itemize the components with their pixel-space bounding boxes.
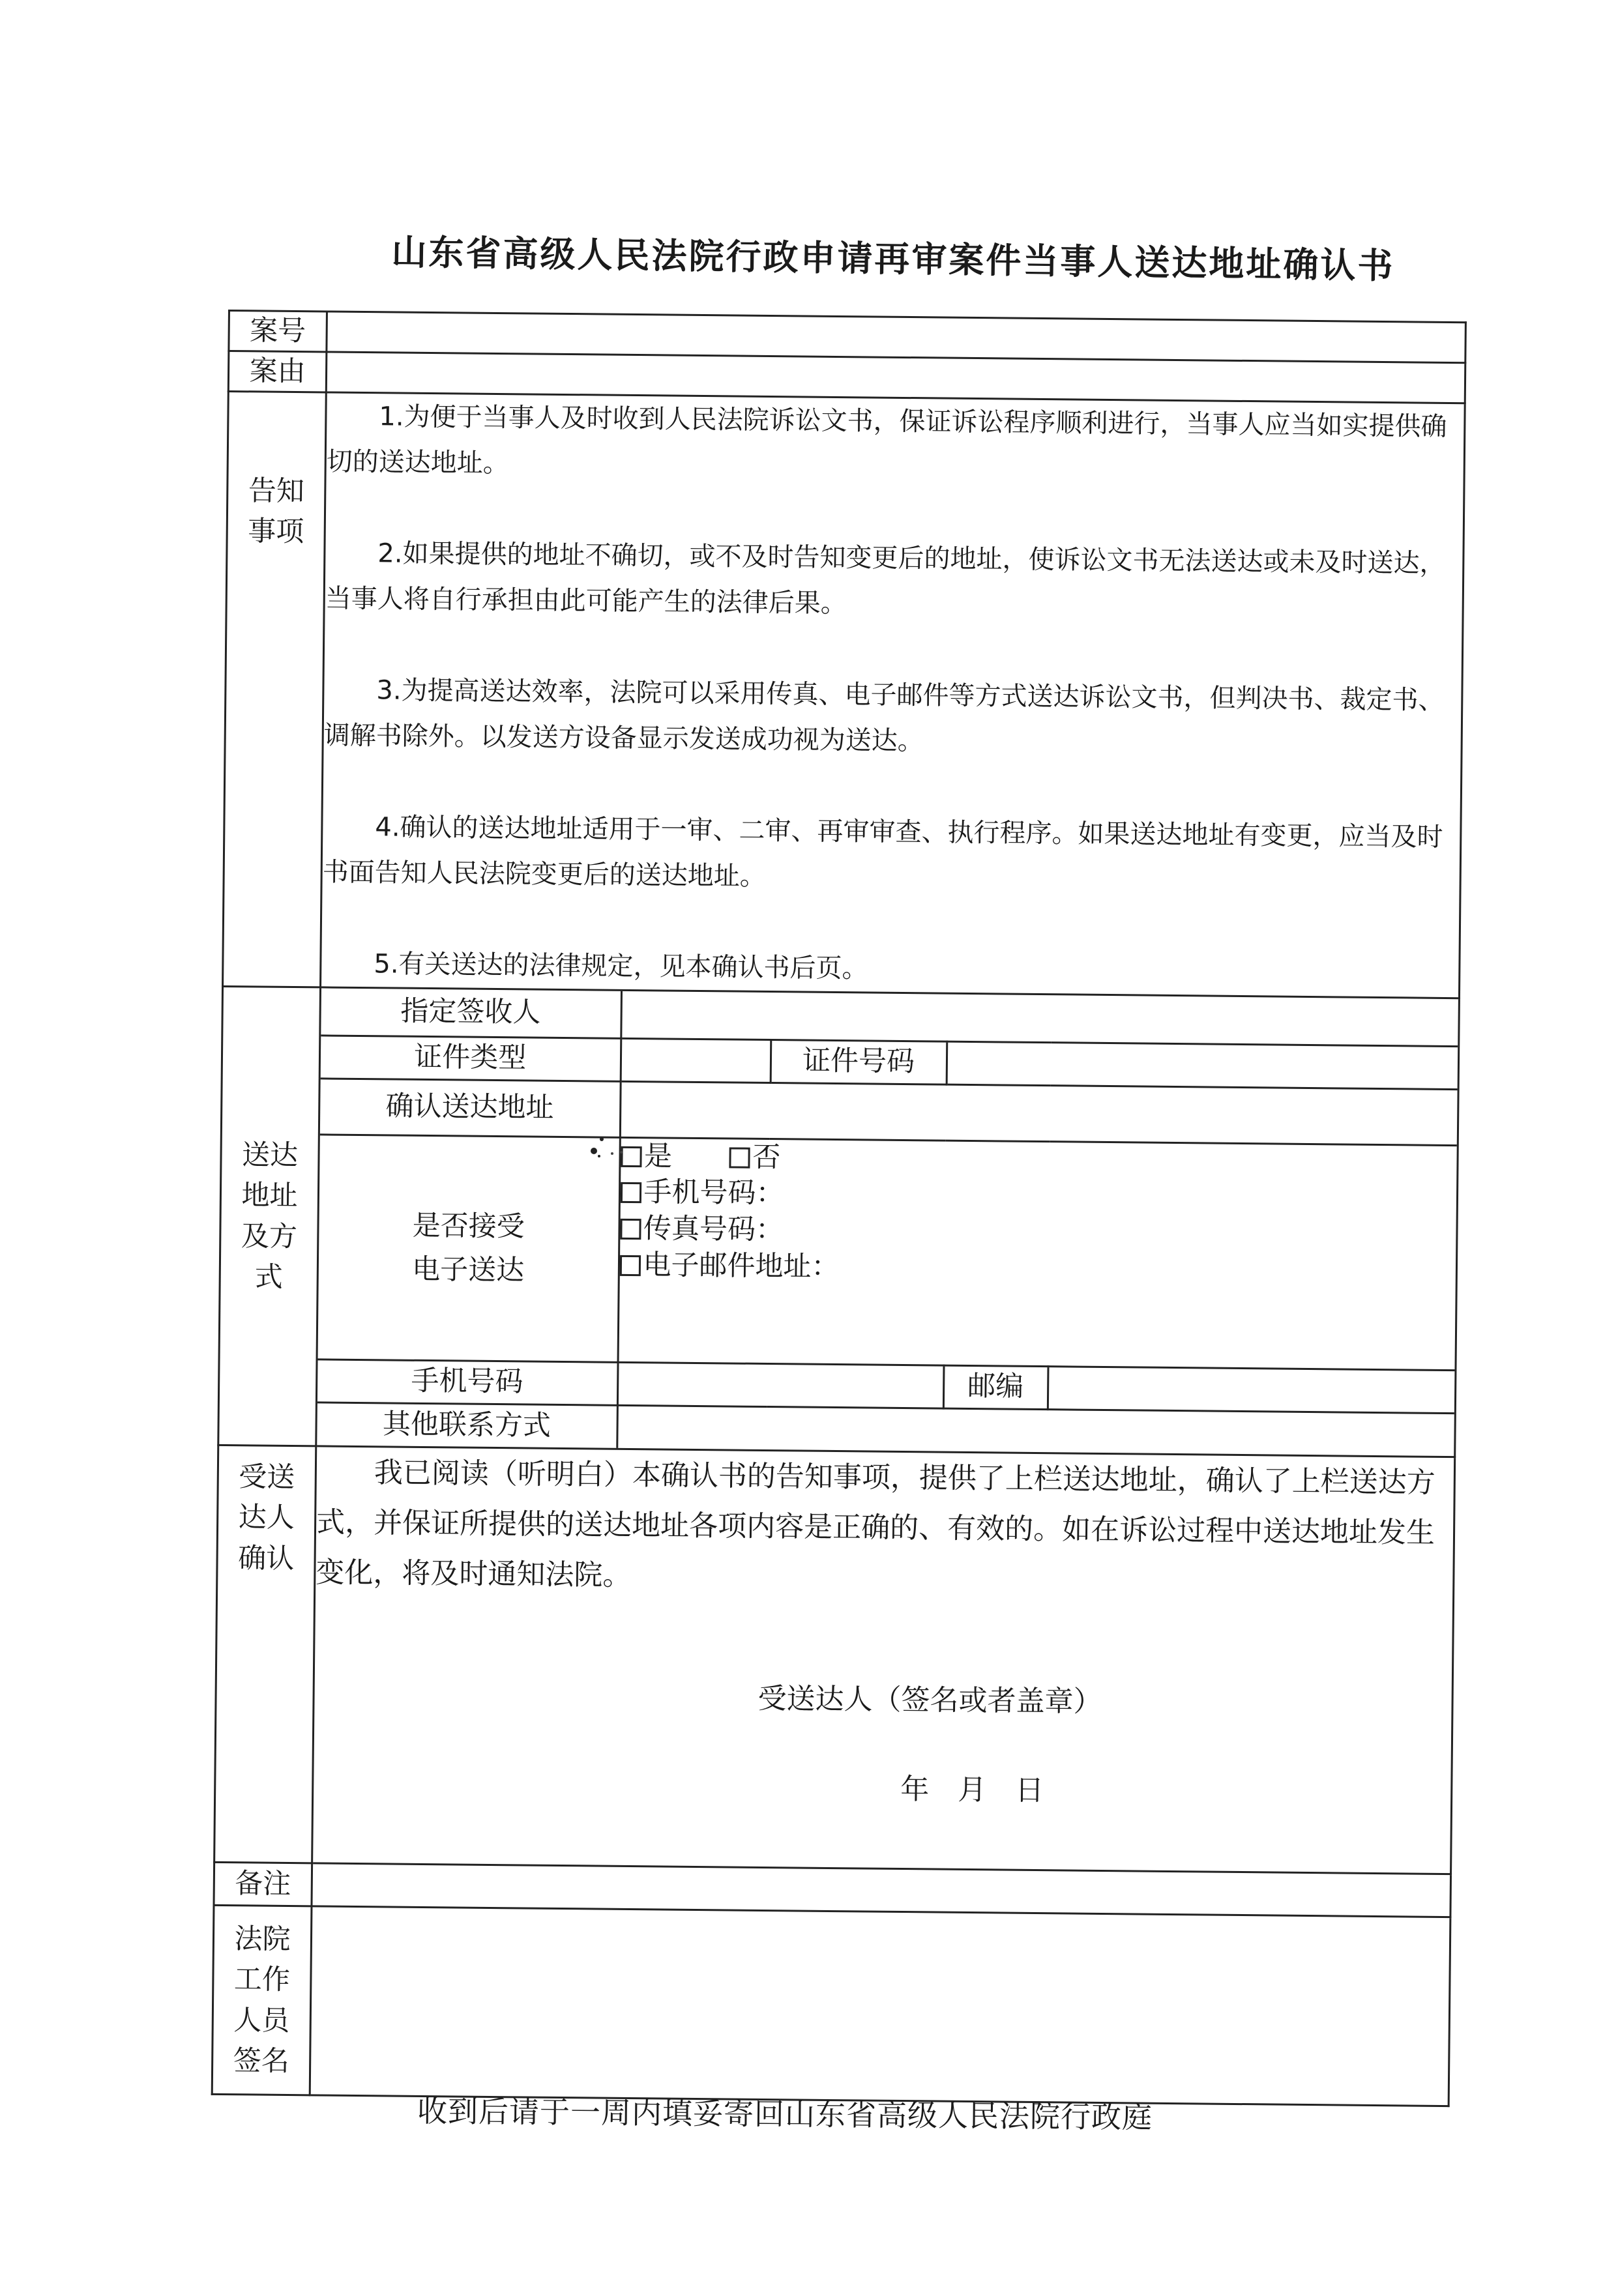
postcode-field[interactable] — [1048, 1366, 1455, 1413]
other-contact-field[interactable] — [617, 1405, 1454, 1456]
notice-label-line: 告知 — [248, 474, 305, 508]
confirm-address-label: 确认送达地址 — [320, 1078, 621, 1137]
recipient-label-line: 受送 — [239, 1460, 295, 1494]
fax-option-checkbox[interactable] — [620, 1219, 641, 1240]
no-label: 否 — [752, 1141, 781, 1174]
id-number-field[interactable] — [947, 1041, 1458, 1090]
designated-recipient-label: 指定签收人 — [321, 988, 621, 1038]
electronic-service-options — [618, 1137, 1457, 1370]
form-sheet — [211, 310, 1467, 2120]
ink-smudge — [589, 1134, 626, 1160]
court-staff-label-line: 人员 — [233, 2003, 290, 2037]
address-label-line: 送达 — [241, 1139, 299, 1172]
court-staff-label — [212, 1905, 312, 2095]
case-cause-label: 案由 — [228, 351, 327, 392]
electronic-label-line: 是否接受 — [412, 1209, 525, 1243]
signature-line[interactable]: 受送达人（签名或者盖章） — [758, 1681, 1102, 1719]
address-section-label — [218, 986, 321, 1446]
other-contact-label: 其他联系方式 — [317, 1402, 617, 1447]
electronic-service-label — [318, 1134, 620, 1361]
address-table — [317, 988, 1458, 1456]
email-option-row — [619, 1247, 1456, 1292]
address-label-line: 地址 — [241, 1179, 298, 1213]
notice-item: 5.有关送达的法律规定，见本确认书后页。 — [374, 949, 868, 984]
notice-items — [321, 392, 1465, 998]
mobile-option-label: 手机号码： — [643, 1176, 784, 1210]
mobile-option-checkbox[interactable] — [620, 1182, 641, 1203]
email-option-label: 电子邮件地址： — [643, 1249, 840, 1284]
postcode-label: 邮编 — [943, 1365, 1048, 1410]
recipient-label-line: 确认 — [237, 1541, 295, 1575]
court-staff-signature-field[interactable] — [310, 1906, 1450, 2106]
notice-label — [223, 392, 327, 987]
address-label-line: 及方 — [241, 1219, 298, 1253]
electronic-label-line: 电子送达 — [411, 1253, 525, 1286]
court-staff-label-line: 工作 — [233, 1963, 291, 1997]
court-staff-label-line: 签名 — [233, 2044, 289, 2078]
notice-item: 3.为提高送达效率，法院可以采用传真、电子邮件等方式送达诉讼文书，但判决书、裁定书、调解书除外。以发送方设备显示发送成功视为送达。 — [323, 675, 1445, 757]
date-line[interactable]: 年 月 日 — [900, 1773, 1044, 1808]
recipient-label-line: 达人 — [238, 1501, 295, 1535]
address-section — [316, 987, 1460, 1457]
court-staff-label-line: 法院 — [234, 1923, 291, 1956]
id-type-field[interactable] — [621, 1038, 771, 1083]
case-number-label: 案号 — [229, 311, 327, 352]
confirm-address-field[interactable] — [620, 1081, 1458, 1145]
recipient-confirmation — [312, 1446, 1455, 1874]
notice-label-line: 事项 — [247, 515, 304, 549]
mobile-field[interactable] — [617, 1362, 944, 1408]
designated-recipient-field[interactable] — [621, 991, 1458, 1046]
confirmation-statement: 我已阅读（听明白）本确认书的告知事项，提供了上栏送达地址，确认了上栏送达方式，并保证所提供的送达地址各项内容是正确的、有效的。如在诉讼过程中送达地址发生变化，将及时通知法院。 — [316, 1456, 1436, 1593]
fax-option-label: 传真号码： — [643, 1212, 784, 1247]
address-label-line: 式 — [254, 1260, 283, 1294]
notice-item: 4.确认的送达地址适用于一审、二审、再审审查、执行程序。如果送达地址有变更，应当及时书面告知人民法院变更后的送达地址。 — [322, 812, 1443, 892]
notice-item: 1.为便于当事人及时收到人民法院诉讼文书，保证诉讼程序顺利进行，当事人应当如实提供确切的送达地址。 — [326, 401, 1447, 479]
id-number-label: 证件号码 — [771, 1039, 947, 1084]
id-type-label: 证件类型 — [321, 1035, 621, 1081]
footer-instruction: 收到后请于一周内填妥寄回山东省高级人民法院行政庭 — [417, 2093, 1153, 2135]
email-option-checkbox[interactable] — [619, 1255, 640, 1276]
confirmation-form — [211, 310, 1467, 2107]
recipient-confirmation-label — [214, 1445, 316, 1863]
no-checkbox[interactable] — [729, 1147, 750, 1168]
yes-label: 是 — [643, 1139, 673, 1173]
remarks-label: 备注 — [214, 1862, 312, 1906]
notice-item: 2.如果提供的地址不确切，或不及时告知变更后的地址，使诉讼文书无法送达或未及时送达，当事人将自行承担由此可能产生的法律后果。 — [325, 538, 1446, 619]
mobile-label: 手机号码 — [317, 1359, 618, 1404]
document-title: 山东省高级人民法院行政申请再审案件当事人送达地址确认书 — [391, 231, 1395, 287]
